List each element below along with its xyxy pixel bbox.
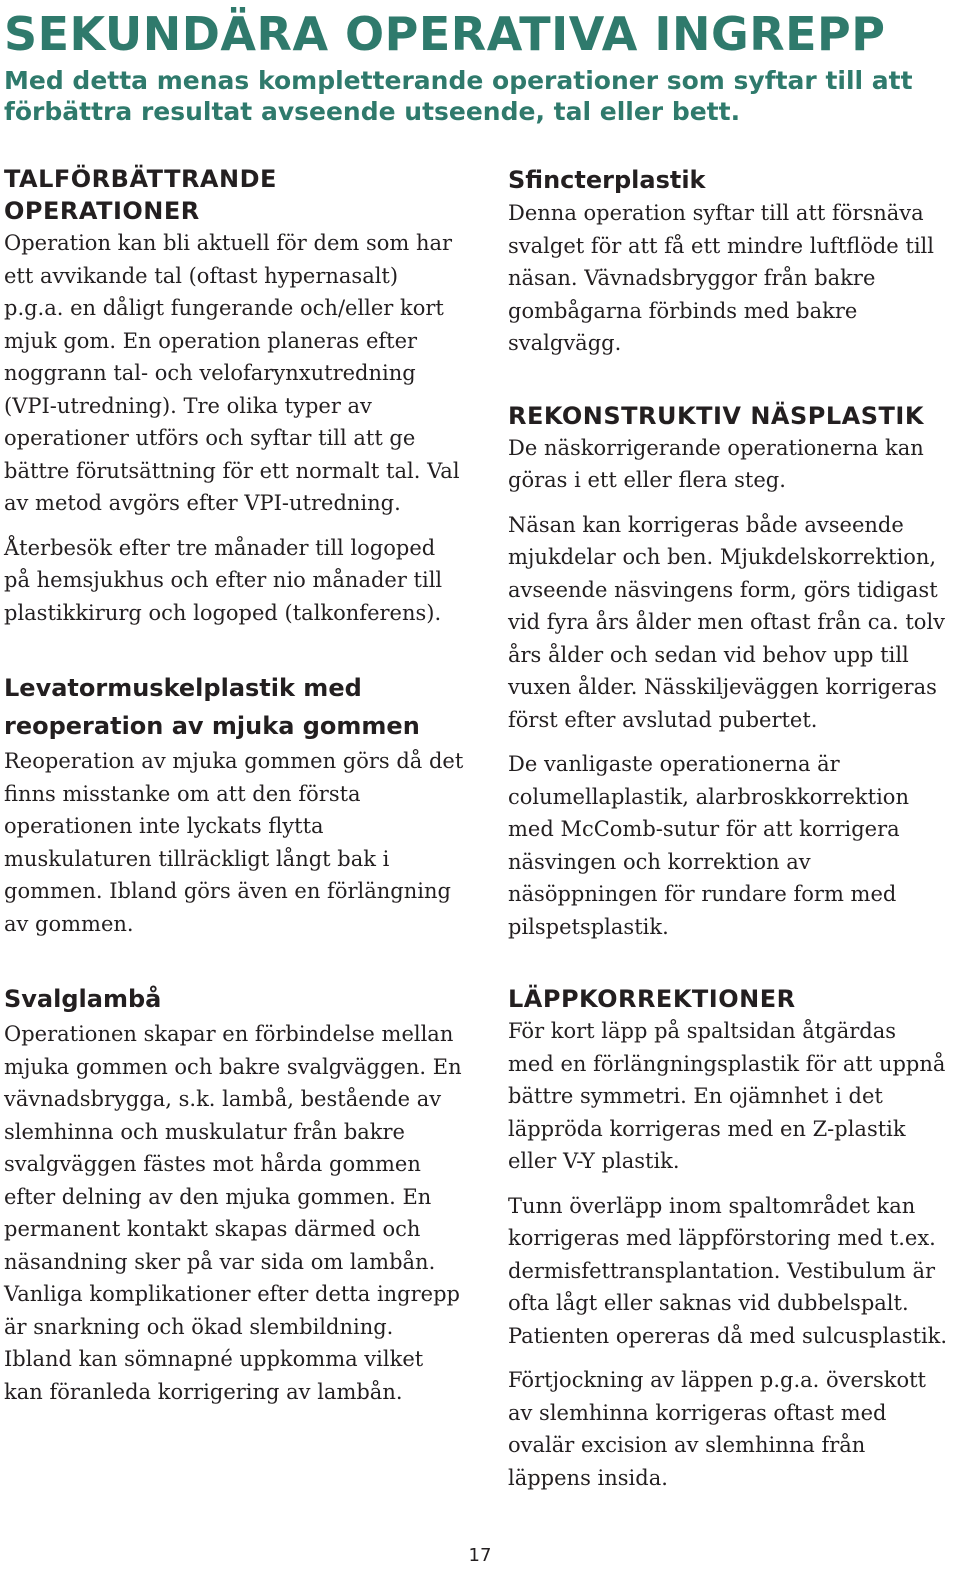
paragraph: Operation kan bli aktuell för dem som har ett avvikande tal (oftast hypernasalt) p.g.a. en dåligt fungerande och/eller kort mjuk gom. En operation planeras efter noggrann tal- och velofarynxutredning (VPI-utredning). Tre olika typer av operationer utförs och syftar till att ge bättre förutsättning för ett normalt tal. Val av metod avgörs efter VPI-utredning. [4, 231, 460, 515]
paragraph: Denna operation syftar till att försnäva svalget för att få ett mindre luftflöde till näsan. Vävnadsbryggor från bakre gombågarna förbinds med bakre svalgvägg. [508, 201, 934, 355]
paragraph: Förtjockning av läppen p.g.a. överskott av slemhinna korrigeras oftast med ovalär excision av slemhinna från läppens insida. [508, 1368, 926, 1490]
paragraph: De näskorrigerande operationerna kan göras i ett eller flera steg. [508, 435, 924, 492]
section-heading: Levatormuskelplastik med reoperation av mjuka gommen [4, 674, 420, 740]
section-heading: REKONSTRUKTIV NÄSPLASTIK [508, 401, 924, 430]
section-talforbattrande [4, 163, 464, 629]
paragraph: Näsan kan korrigeras både avseende mjukdelar och ben. Mjukdelskorrektion, avseende näsvingens form, görs tidigast vid fyra års ålder men oftast från ca. tolv års ålder och sedan vid behov upp till vuxen ålder. Nässkiljeväggen korrigeras först efter avslutad pubertet. [508, 512, 946, 732]
section-lappkorrektioner [508, 983, 948, 1494]
left-column [4, 163, 464, 1420]
paragraph: De vanligaste operationerna är columellaplastik, alarbroskkorrektion med McComb-sutur för att korrigera näsvingen och korrektion av näsöppningen för rundare form med pilspetsplastik. [508, 752, 909, 939]
section-rekonstruktiv-nasplastik [508, 400, 948, 944]
page-title: SEKUNDÄRA OPERATIVA INGREPP [4, 7, 886, 61]
section-heading: TALFÖRBÄTTRANDE OPERATIONER [4, 165, 277, 225]
paragraph: För kort läpp på spaltsidan åtgärdas med en förlängningsplastik för att uppnå bättre symmetri. En ojämnhet i det läppröda korrigeras med en Z-plastik eller V-Y plastik. [508, 1019, 946, 1173]
section-levatormuskelplastik [4, 669, 464, 940]
right-column [508, 163, 948, 1506]
page-number: 17 [468, 1545, 492, 1566]
section-heading: Svalglambå [4, 985, 162, 1013]
paragraph: Reoperation av mjuka gommen görs då det finns misstanke om att den första operationen inte lyckats flytta muskulaturen tillräckligt långt bak i gommen. Ibland görs även en förlängning av gommen. [4, 749, 464, 936]
paragraph: Operationen skapar en förbindelse mellan mjuka gommen och bakre svalgväggen. En vävnadsbrygga, s.k. lambå, bestående av slemhinna och muskulatur från bakre svalgväggen fästes mot hårda gommen efter delning av den mjuka gommen. En permanent kontakt skapas därmed och näsandning sker på var sida om lambån. Vanliga komplikationer efter detta ingrepp är snarkning och ökad slembildning. Ibland kan sömnapné uppkomma vilket kan föranleda korrigering av lambån. [4, 1022, 462, 1404]
section-heading: LÄPPKORREKTIONER [508, 985, 796, 1013]
section-heading: Sfincterplastik [508, 166, 706, 194]
paragraph: Återbesök efter tre månader till logoped på hemsjukhus och efter nio månader till plastikkirurg och logoped (talkonferens). [4, 535, 443, 625]
section-sfincterplastik [508, 163, 948, 360]
page-subtitle: Med detta menas kompletterande operationer som syftar till att förbättra resultat avseende utseende, tal eller bett. [4, 66, 913, 126]
section-svalglamba [4, 980, 464, 1408]
paragraph: Tunn överläpp inom spaltområdet kan korrigeras med läppförstoring med t.ex. dermisfettransplantation. Vestibulum är ofta lågt eller saknas vid dubbelspalt. Patienten opereras då med sulcusplastik. [508, 1193, 948, 1348]
